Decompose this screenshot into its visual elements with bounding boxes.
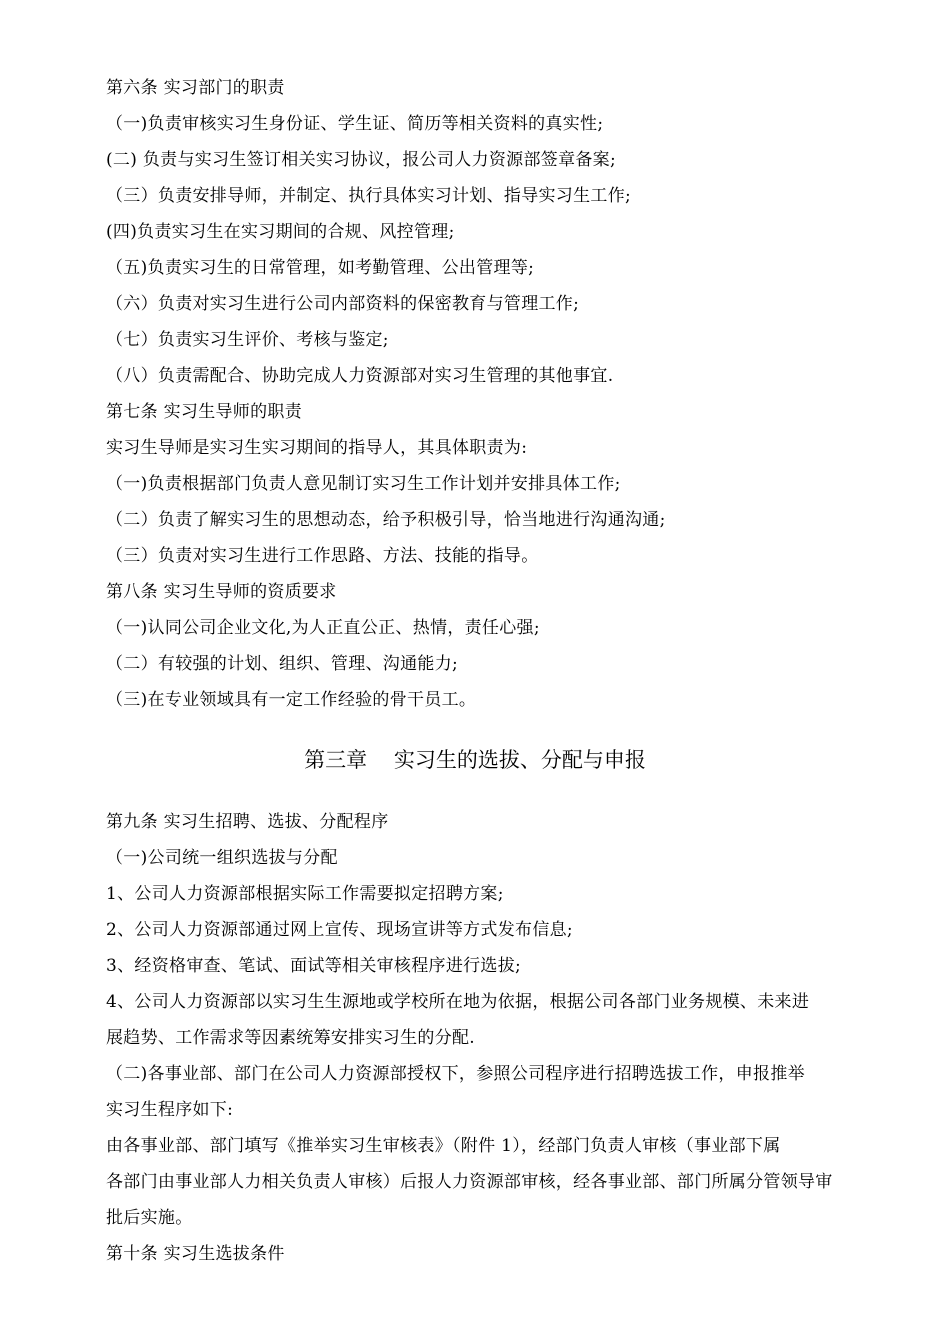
paragraph-line: 4、公司人力资源部以实习生生源地或学校所在地为依据，根据公司各部门业务规模、未来进 — [106, 992, 810, 1012]
paragraph-line: 实习生程序如下: — [106, 1100, 234, 1120]
list-item: (二) 负责与实习生签订相关实习协议，报公司人力资源部签章备案; — [106, 150, 616, 170]
paragraph-line: 由各事业部、部门填写《推举实习生审核表》（附件 1），经部门负责人审核（事业部下属 — [106, 1136, 781, 1156]
paragraph-line: 展趋势、工作需求等因素统筹安排实习生的分配. — [106, 1028, 476, 1048]
list-item: （七）负责实习生评价、考核与鉴定; — [106, 330, 389, 350]
list-item: （八）负责需配合、协助完成人力资源部对实习生管理的其他事宜. — [106, 366, 614, 386]
list-item: （一)负责审核实习生身份证、学生证、简历等相关资料的真实性; — [106, 114, 604, 134]
list-item: （一)认同公司企业文化,为人正直公正、热情，责任心强; — [106, 618, 540, 638]
paragraph-line: 批后实施。 — [106, 1208, 193, 1228]
paragraph-line: 各部门由事业部人力相关负责人审核）后报人力资源部审核，经各事业部、部门所属分管领导审 — [106, 1172, 833, 1192]
article-9-heading: 第九条 实习生招聘、选拔、分配程序 — [106, 812, 389, 832]
list-item: （一)公司统一组织选拔与分配 — [106, 848, 338, 868]
paragraph-line: （二)各事业部、部门在公司人力资源部授权下，参照公司程序进行招聘选拔工作，申报推举 — [106, 1064, 805, 1084]
list-item: （一)负责根据部门负责人意见制订实习生工作计划并安排具体工作; — [106, 474, 621, 494]
list-item: (四)负责实习生在实习期间的合规、风控管理; — [106, 222, 455, 242]
article-10-heading: 第十条 实习生选拔条件 — [106, 1244, 285, 1264]
article-7-heading: 第七条 实习生导师的职责 — [106, 402, 303, 422]
paragraph: 实习生导师是实习生实习期间的指导人，其具体职责为: — [106, 438, 528, 458]
list-item: （五)负责实习生的日常管理，如考勤管理、公出管理等; — [106, 258, 535, 278]
list-item: （三)在专业领域具有一定工作经验的骨干员工。 — [106, 690, 477, 710]
list-item: 3、经资格审查、笔试、面试等相关审核程序进行选拔; — [106, 956, 522, 976]
chapter-title: 第三章 实习生的选拔、分配与申报 — [304, 748, 646, 772]
list-item: 2、公司人力资源部通过网上宣传、现场宣讲等方式发布信息; — [106, 920, 573, 940]
list-item: （六）负责对实习生进行公司内部资料的保密教育与管理工作; — [106, 294, 580, 314]
list-item: 1、公司人力资源部根据实际工作需要拟定招聘方案; — [106, 884, 504, 904]
list-item: （二）有较强的计划、组织、管理、沟通能力; — [106, 654, 459, 674]
article-6-heading: 第六条 实习部门的职责 — [106, 78, 285, 98]
article-8-heading: 第八条 实习生导师的资质要求 — [106, 582, 337, 602]
list-item: （三）负责对实习生进行工作思路、方法、技能的指导。 — [106, 546, 539, 566]
list-item: （二）负责了解实习生的思想动态，给予积极引导，恰当地进行沟通沟通; — [106, 510, 666, 530]
list-item: （三）负责安排导师，并制定、执行具体实习计划、指导实习生工作; — [106, 186, 632, 206]
